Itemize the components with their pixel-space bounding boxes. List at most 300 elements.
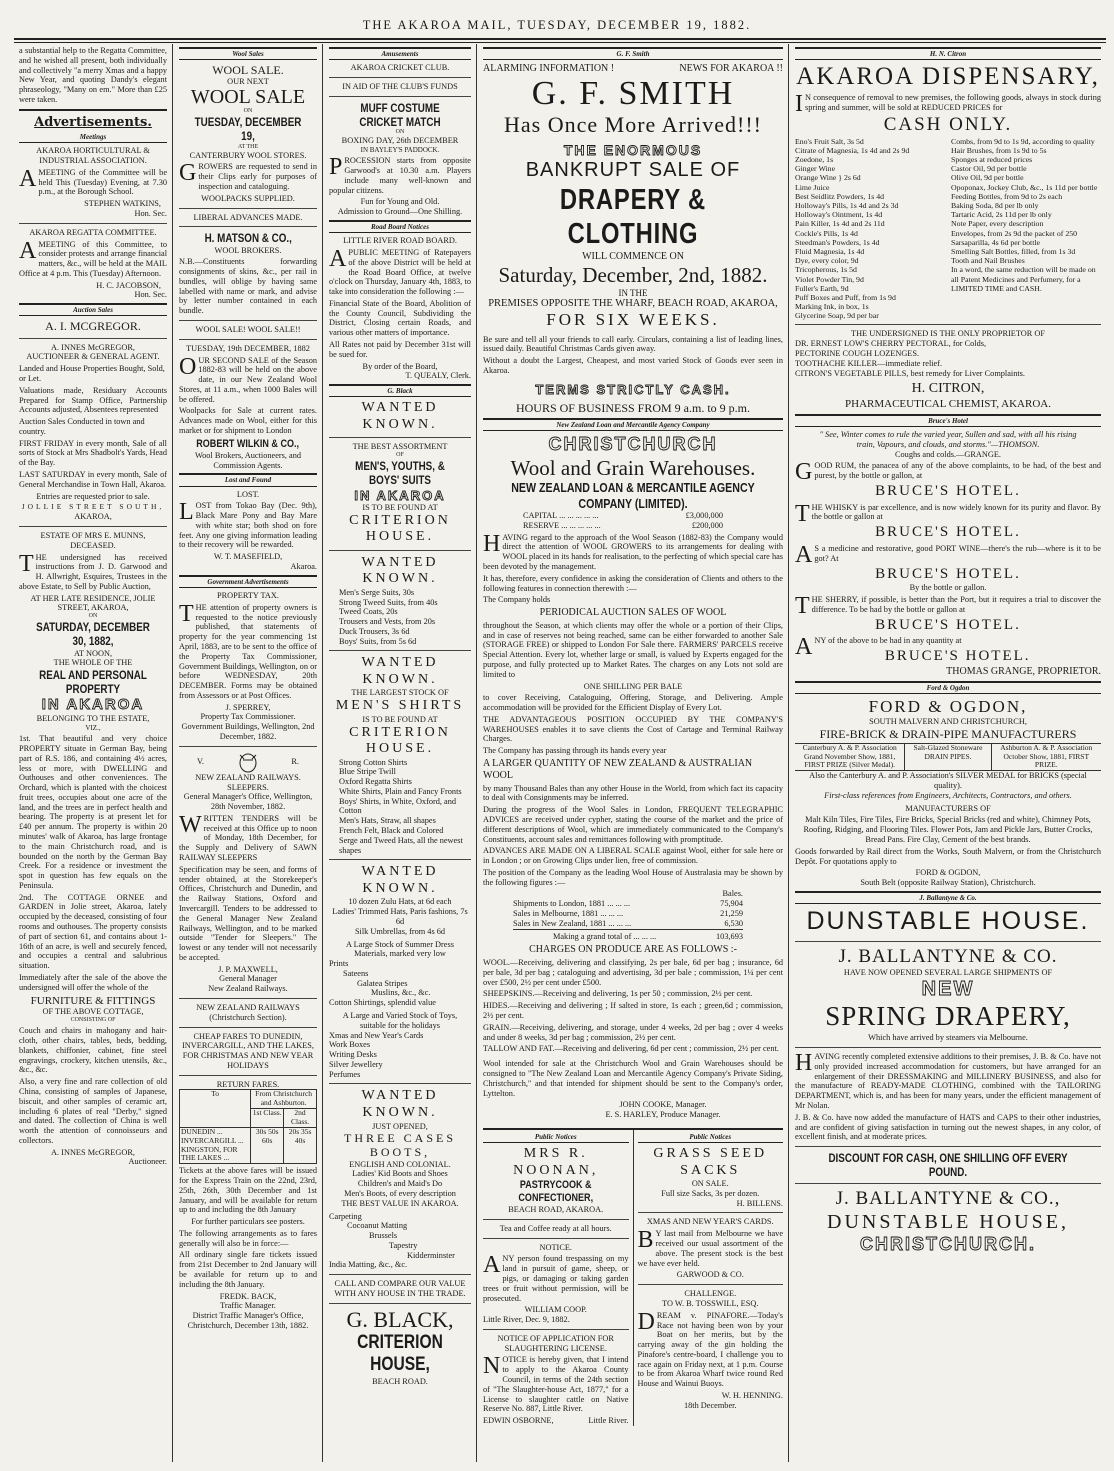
divider: [795, 941, 1101, 942]
list-item: Puff Boxes and Puff, from 1s 9d: [795, 292, 896, 302]
coop-signature: WILLIAM COOP.: [524, 1305, 587, 1315]
charge-hides: HIDES.—Receiving and delivering ; If salted in store, 1s each ; green,6d ; commission, 2½ per cent.: [483, 1001, 783, 1021]
osborne-signature: EDWIN OSBORNE,: [483, 1416, 554, 1426]
row-label: Sales in Melbourne, 1881 ... ... ...: [513, 909, 624, 918]
munns-whole: THE WHOLE OF THE: [53, 658, 133, 668]
hort-body: AMEETING of the Committee will be held This (Tuesday) Evening, at 7.30 p.m., at the Borough School.: [19, 165, 167, 197]
munns-at: AT HER LATE RESIDENCE, JOLIE STREET, AKAROA,: [30, 593, 156, 613]
just-opened: JUST OPENED,: [372, 1121, 428, 1131]
sale-date: TUESDAY, DECEMBER 19,: [194, 115, 302, 144]
lost-body: LOST from Tokao Bay (Dec. 9th), Black Mare Pony and Bay Mare with white star; both shod on fore feet. Any one giving information leading to their recovery will be rewarded.: [179, 499, 317, 550]
tax-role: Property Tax Commissioner.: [200, 712, 296, 722]
list-item: Olive Oil, 9d per bottle: [951, 173, 1024, 183]
enormous: THE ENORMOUS: [563, 142, 703, 159]
section-label-black: G. Black: [329, 384, 471, 397]
by-bottle: By the bottle or gallon.: [909, 583, 987, 593]
mcgregor-title: AUCTIONEER & GENERAL AGENT.: [26, 352, 160, 362]
tax-signature: J. SPERREY,: [225, 702, 271, 712]
munns-cottage: OF THE ABOVE COTTAGE,: [42, 1007, 144, 1017]
english-colonial: ENGLISH AND COLONIAL.: [349, 1159, 451, 1169]
charge-sheepskins: SHEEPSKINS.—Receiving and delivering, 1s per 50 ; commission, 2½ per cent.: [483, 989, 753, 999]
be-sure: Be sure and tell all your friends to call early. Circulars, containing a list of leading lines, issued daily. Beautiful Christmas Cards given away.: [483, 334, 783, 354]
munns-date: SATURDAY, DECEMBER 30, 1882,: [36, 620, 150, 649]
christchurch-2: CHRISTCHURCH.: [860, 1234, 1036, 1255]
xmas-cards-title: XMAS AND NEW YEAR'S CARDS.: [646, 1217, 774, 1227]
on-sale: ON SALE.: [691, 1179, 729, 1189]
list-item: Tweed Coats, 20s: [339, 607, 398, 617]
ballantyne-name: J. BALLANTYNE & CO.: [838, 945, 1058, 967]
divider: [179, 226, 317, 227]
tickets-text: Tickets at the above fares will be issued for the Express Train on the 22nd, 23rd, 25th, 26th, 30th December and 1st January, and will be available for return up to and including the 8th January: [179, 1166, 317, 1215]
nzlmac-name: NEW ZEALAND LOAN & MERCANTILE AGENCY COMPANY (LIMITED).: [511, 480, 755, 511]
charge-tallow: TALLOW AND FAT.—Receiving and delivering, 6d per cent ; commission, 2½ per cent.: [483, 1044, 779, 1054]
wanted-known-1: WANTED KNOWN.: [361, 400, 439, 432]
sherry: THE SHERRY, if possible, is better than the Port, but it requires a trial to discover the difference. To be had by the bottle or gallon at: [795, 592, 1101, 619]
cooke-signature: JOHN COOKE, Manager.: [619, 1100, 707, 1110]
without-doubt: Without a doubt the Largest, Cheapest, and most varied Stock of Goods ever seen in Akaroa.: [483, 356, 783, 375]
maxwell-signature: J. P. MAXWELL,: [218, 964, 278, 974]
mcgregor-address: JOLLIE STREET SOUTH,: [21, 502, 165, 512]
wanted-known-2: WANTED KNOWN.: [361, 554, 439, 587]
list-item: Serge and Tweed Hats, all the newest shapes: [339, 835, 463, 855]
having-completed: HAVING recently completed extensive additions to their premises, J. B. & Co. have not only provided increased accommodation for customers, but have arranged for an enlargement of their DRESSMAKING and MILLINERY BUSINESS, and also for the manufacture of READY-MADE CLOTHING, combined with the TAILORING DEPARTMENT, which is, and has been for many years, under the efficient management of Mr Nolan.: [795, 1050, 1101, 1110]
smith-top-row: [483, 63, 783, 75]
shipments-table: [483, 899, 783, 941]
royal-initial-v: V.: [197, 756, 204, 766]
having-regard: HAVING regard to the approach of the Wool Season (1882-83) the Company would direct the attention of WOOL GROWERS to its arrangements for dealing with WOOL placed in its hands for realisation, to the perfecting of which special care has been devoted by the management.: [483, 530, 783, 571]
column-rule: [476, 44, 477, 1462]
row-value: 6,530: [724, 918, 743, 928]
shirt-list: [329, 758, 471, 856]
christchurch: CHRISTCHURCH: [548, 434, 718, 455]
cricket-club: AKAROA CRICKET CLUB.: [350, 63, 450, 73]
column-1: [14, 44, 172, 1462]
proprietor-line: THE UNDERSIGNED IS THE ONLY PROPRIETOR OF: [851, 329, 1045, 339]
citron-pills: CITRON'S VEGETABLE PILLS, best remedy for Liver Complaints.: [795, 368, 1025, 378]
coop-address: Little River, Dec. 9, 1882.: [483, 1315, 570, 1325]
club-funds: IN AID OF THE CLUB'S FUNDS: [342, 82, 458, 92]
fun-text: Fun for Young and Old.: [360, 197, 440, 207]
bruces-hotel: BRUCE'S HOTEL.: [875, 483, 1021, 500]
divider: [638, 1284, 784, 1285]
munns-list: Couch and chairs in mahogany and hair-cloth, other chairs, tables, beds, bedding, blankets, chiffonier, cabinet, fine steel engravings, crockery, kitchen utensils, &c., &c., &c.: [19, 1026, 167, 1075]
any-above: ANY of the above to be had in any quantity at: [795, 634, 962, 661]
price-list-left: [795, 137, 945, 321]
children-boots: Children's and Maid's Do: [357, 1179, 443, 1189]
pharmaceutical-chemist: PHARMACEUTICAL CHEMIST, AKAROA.: [845, 397, 1051, 410]
reserve-label: RESERVE ... ... ... ... ...: [523, 520, 601, 530]
public-meeting: APUBLIC MEETING of Ratepayers of the above District will be held at the Road Board Office, at twelve o'clock on Thursday, January 4th, 1883, to take into consideration the following :—: [329, 245, 471, 297]
tax-address: Government Buildings, Wellington, 2nd December, 1882.: [181, 722, 315, 741]
section-label-ballantyne: J. Ballantyne & Co.: [795, 891, 1101, 904]
advantageous: THE ADVANTAGEOUS POSITION OCCUPIED BY THE COMPANY'S WAREHOUSES enables it to save clients the Cost of Cartage and Terminal Railway Charges.: [483, 714, 783, 744]
total-row: [513, 932, 743, 942]
rates-text: All Rates not paid by December 31st will be sued for.: [329, 339, 471, 359]
section-label-lost: Lost and Found: [179, 473, 317, 486]
list-item: Sarsaparilla, 4s 6d per bottle: [951, 237, 1040, 247]
regatta-title: AKAROA REGATTA COMMITTEE.: [29, 227, 157, 237]
charge-wool: WOOL.—Receiving, delivering and classifying, 2s per bale, 6d per bag ; insurance, 6d per bale, 3d per bag ; cataloguing and advertising, 3d per bale ; commission, 1¼ per cent over £500, 2½ per cent under £500.: [483, 958, 783, 987]
property-tax-title: PROPERTY TAX.: [217, 591, 279, 601]
hort-title: AKAROA HORTICULTURAL & INDUSTRIAL ASSOCIATION.: [36, 146, 150, 166]
consequence: IN consequence of removal to new premises, the following goods, always in stock during spring and summer, will be sold at REDUCED PRICES for: [795, 90, 1101, 117]
by-last-mail: BY last mail from Melbourne we have received our usual assortment of the above. The present stock is the best we have ever held.: [637, 1227, 783, 1268]
found-at: IS TO BE FOUND AT: [362, 502, 438, 512]
table-row: [513, 919, 743, 930]
grange-proprietor: THOMAS GRANGE, PROPRIETOR.: [946, 665, 1101, 677]
good-rum: GOOD RUM, the panacea of any of the above complaints, to be had, of the best and purest, by the bottle or gallon, at: [795, 459, 1101, 486]
list-item: Cotton Shirtings, splendid value: [329, 998, 436, 1008]
one-shilling: ONE SHILLING PER BALE: [583, 681, 683, 691]
back-signature: FREDK. BACK,: [219, 1291, 277, 1301]
list-item: Men's Serge Suits, 30s: [339, 587, 415, 597]
once-more-arrived: Has Once More Arrived!!!: [504, 112, 762, 138]
wanted-known-4: WANTED KNOWN.: [361, 864, 439, 896]
list-item: Blue Stripe Twill: [339, 767, 396, 777]
divider: [329, 650, 471, 651]
list-item: Opoponax, Jockey Club, &c., 1s 11d per bottle: [951, 182, 1098, 192]
list-item: Cocoanut Matting: [347, 1221, 408, 1231]
hort-role: Hon. Sec.: [134, 208, 167, 218]
divider: [329, 437, 471, 438]
mcgregor-line: Entries are requested prior to sale.: [36, 491, 150, 501]
dream-pinafore: DREAM v. PINAFORE.—Today's Race not having been won by your Boat on her merits, but by the carrying away of the gin holding the Pinafore's centre-board, I challenge you to race again on Friday next, at 1 p.m. Course to be from Akaroa Wharf twice round Red House and Wainui Buoys.: [637, 1308, 783, 1389]
divider: [329, 1083, 471, 1084]
mcgregor-town: AKAROA,: [74, 512, 112, 522]
dunstable-house: DUNSTABLE HOUSE.: [806, 907, 1090, 936]
products: Malt Kiln Tiles, Fire Tiles, Fire Bricks, Special Bricks (red and white), Chimney Pots, Roofing, Ridging, and Flooring Tiles. Flower Pots, Jam and Pickle Jars, Butter Crocks, Bread Pans. Fire Clay, Cement of the best brands.: [803, 815, 1093, 844]
divider: [483, 1219, 629, 1220]
list-item: Violet Powder Tin, 9d: [795, 274, 864, 284]
divider: [179, 208, 317, 209]
royal-initial-r: R.: [291, 756, 299, 766]
column-4: [478, 44, 788, 1462]
list-item: French Felt, Black and Colored: [339, 826, 444, 836]
fares-second-values: 20s 35s 40s: [288, 1126, 312, 1145]
munns-noon: AT NOON,: [73, 648, 113, 658]
terms-cash: TERMS STRICTLY CASH.: [535, 381, 731, 397]
posters-text: For further particulars see posters.: [191, 1217, 305, 1227]
canterbury-wool-stores: CANTERBURY WOOL STORES.: [189, 150, 307, 160]
list-item: Feeding Bottles, from 9d to 2s each: [951, 191, 1063, 201]
munns-signature: A. INNES McGREGOR,: [51, 1147, 135, 1157]
list-item: Marking Ink, in box, 1s: [795, 302, 869, 312]
list-item: Steedman's Powders, 1s 4d: [795, 237, 880, 247]
muff-match: MUFF COSTUME CRICKET MATCH: [359, 100, 441, 129]
slaughter-body: NOTICE is hereby given, that I intend to apply to the Akaroa County Council, in terms of the 24th section of "The Slaughter-house Act, 1877," for a License to slaughter cattle on Native Reserve No. 887, Little River.: [483, 1353, 629, 1414]
paddock: IN BAYLEY'S PADDOCK.: [360, 145, 440, 154]
quealy-signature: T. QUEALY, Clerk.: [405, 371, 471, 381]
list-item: Citrate of Magnesia, 1s 4d and 2s 9d: [795, 145, 910, 155]
intended: Wool intended for sale at the Christchurch Wool and Grain Warehouses should be consigned to "The New Zealand Loan and Mercantile Agency Company's Private Siding, Christchurch," and that intended for shipment should be sent to the Company's order, Lyttelton.: [483, 1059, 783, 1098]
price-list-right: [951, 137, 1101, 321]
fares-second-header: 2nd Class.: [290, 1108, 310, 1126]
discount-cash: DISCOUNT FOR CASH, ONE SHILLING OFF EVERY POUND.: [828, 1151, 1068, 1180]
admission-text: Admission to Ground—One Shilling.: [337, 207, 463, 217]
munns-town: IN AKAROA: [41, 696, 145, 714]
public-notices-right: [634, 1130, 784, 1426]
osborne-row: [483, 1416, 629, 1426]
advertisements-heading: Advertisements.: [34, 114, 152, 130]
masthead-rule: [14, 38, 1106, 43]
prize-table: [795, 743, 1101, 772]
regatta-report-tail: a substantial help to the Regatta Committee, and he wished all present, both individually and collectively "a merry Xmas and a happy New Year, and quoting Dandy's elegant phraseology, "Many on em." More than £25 were taken.: [19, 46, 167, 104]
matson-role: WOOL BROKERS.: [214, 245, 282, 255]
regatta-role: Hon. Sec.: [134, 290, 167, 300]
list-item: Tooth and Nail Brushes: [951, 256, 1025, 266]
divider: [795, 324, 1101, 325]
list-item: Tapestry: [389, 1240, 418, 1250]
list-item: Dye, every color, 9d: [795, 256, 859, 266]
mcgregor-heading: A. I. MCGREGOR.: [45, 319, 141, 334]
maxwell-railways: New Zealand Railways.: [208, 984, 288, 994]
section-label-bruce: Bruce's Hotel: [795, 414, 1101, 427]
section-label-wool: Wool Sales: [179, 47, 317, 60]
list-item: Boys' Suits, from 5s 6d: [339, 636, 417, 646]
cheap-fares: CHEAP FARES TO DUNEDIN, INVERCARGILL, AND THE LAKES, FOR CHRISTMAS AND NEW YEAR HOLIDAYS: [182, 1031, 314, 1070]
munns-on: ON: [88, 613, 98, 620]
south-belt: South Belt (opposite Railway Station), Christchurch.: [860, 878, 1036, 888]
column-2: [174, 44, 322, 1462]
news-akaroa: NEWS FOR AKAROA !!: [679, 63, 783, 75]
noonan-address: BEACH ROAD, AKAROA.: [508, 1205, 604, 1215]
list-item: Pain Killer, 1s 4d and 2s 11d: [795, 219, 885, 229]
list-item: Holloway's Ointment, 1s 4d: [795, 210, 883, 220]
hats-caps: J. B. & Co. have now added the manufacture of HATS and CAPS to their other industries, and are confident of giving satisfaction in turning out the newest shapes, in any color, of excellent finish, and at moderate prices.: [795, 1112, 1101, 1142]
list-item: Galatea Stripes: [357, 978, 408, 988]
section-label-meetings: Meetings: [19, 132, 167, 143]
hort-signature: STEPHEN WATKINS,: [84, 199, 161, 209]
best-value: THE BEST VALUE IN AKAROA.: [341, 1198, 459, 1208]
list-item: Combs, from 9d to 1s 9d, according to quality: [951, 136, 1095, 146]
osborne-place: Little River.: [588, 1416, 629, 1426]
fares-first-values: 30s 50s 60s: [251, 1127, 284, 1163]
lost-title: LOST.: [236, 489, 260, 499]
munns-property: REAL AND PERSONAL PROPERTY: [39, 668, 147, 697]
premises: PREMISES OPPOSITE THE WHARF, BEACH ROAD, AKAROA,: [488, 298, 778, 310]
section-label-citron: H. N. Citron: [795, 47, 1101, 60]
specification: Specification may be seen, and forms of tender obtained, at the Storekeeper's Offices, Christchurch and Dunedin, and the Railway Stations, Oxford and Invercargill. Tenders to be addressed to the General Manager New Zealand Railways, Wellington, and to be marked outside "Tender for Sleepers." The lowest or any tender will not necessarily be accepted.: [179, 864, 317, 962]
akaroa-dispensary: AKAROA DISPENSARY,: [796, 63, 1100, 91]
section-label-amusements: Amusements: [329, 47, 471, 60]
divider: [19, 338, 167, 339]
section-label-auction: Auction Sales: [19, 303, 167, 316]
south-malvern: SOUTH MALVERN AND CHRISTCHURCH,: [869, 716, 1027, 726]
return-fares: RETURN FARES.: [216, 1079, 280, 1089]
column-rule: [788, 44, 789, 1462]
column-rule: [322, 44, 323, 1462]
beach-road: BEACH ROAD.: [372, 1376, 428, 1386]
order-text: By order of the Board,: [362, 361, 438, 371]
new-label: NEW: [921, 977, 975, 1000]
charge-grain: GRAIN.—Receiving, delivering, and storage, under 4 weeks, 2d per bag ; over 4 weeks and under 8 weeks, 3d per bag ; commission, 2½ per cent.: [483, 1022, 783, 1042]
list-item: Strong Tweed Suits, from 40s: [339, 597, 438, 607]
divider: [329, 1303, 471, 1304]
list-item: Eno's Fruit Salt, 3s 5d: [795, 136, 864, 146]
noonan-name: MRS R. NOONAN,: [513, 1146, 599, 1178]
row-label: Sales in New Zealand, 1881 ... ... ...: [513, 918, 632, 928]
spring-drapery: SPRING DRAPERY,: [825, 1001, 1071, 1032]
references: First-class references from Engineers, Architects, Contractors, and others.: [824, 790, 1072, 800]
column-rule: [172, 44, 173, 1462]
firebrick: FIRE-BRICK & DRAIN-PIPE MANUFACTURERS: [819, 726, 1077, 741]
public-notices-left: [483, 1130, 634, 1426]
saturday-date: Saturday, December, 2nd, 1882.: [498, 262, 768, 287]
have-opened: HAVE NOW OPENED SEVERAL LARGE SHIPMENTS OF: [843, 968, 1053, 978]
kid-boots: Ladies' Kid Boots and Shoes: [352, 1169, 448, 1179]
tosswill: TO W. B. TOSSWILL, ESQ.: [662, 1298, 759, 1308]
ford-ogdon: FORD & OGDON,: [868, 696, 1028, 716]
harley-signature: E. S. HARLEY, Produce Manager.: [605, 1110, 721, 1120]
column-5: [790, 44, 1106, 1462]
regatta-body: AMEETING of this Committee, to consider protests and arrange financial matters, &c., will be held at the MAIL Office at 4 p.m. This (Tuesday) Afternoon.: [19, 237, 167, 278]
matson-name: H. MATSON & CO.,: [204, 231, 292, 246]
list-item: Castor Oil, 9d per bottle: [951, 164, 1027, 174]
reserve-row: [483, 521, 783, 531]
company-holds: The Company holds: [483, 595, 551, 605]
wilkin-role: Wool Brokers, Auctioneers, and Commission Agents.: [194, 450, 302, 470]
list-item: India Matting, &c., &c.: [329, 1260, 408, 1270]
back-address: District Traffic Manager's Office, Christchurch, December 13th, 1882.: [187, 1311, 309, 1330]
list-item: Sponges at reduced prices: [951, 155, 1033, 165]
masthead: THE AKAROA MAIL, TUESDAY, DECEMBER 19, 1882.: [362, 18, 752, 32]
munns-also: Also, a very fine and rare collection of old China, consisting of samples of Japanese, biscuit, and other samples of ceramic art, including 6 plates of real "Derby," signed and dated. The collection of China is well worth the attention of connoisseurs and collectors.: [19, 1077, 167, 1145]
six-weeks: FOR SIX WEEKS.: [546, 310, 720, 330]
henning-signature: W. H. HENNING.: [721, 1390, 783, 1400]
reserve-value: £200,000: [691, 520, 723, 530]
list-item: Cockle's Pills, 1s 4d: [795, 228, 858, 238]
list-item: Zoedone, 1s: [795, 155, 834, 165]
silk-umbrellas: Silk Umbrellas, from 4s 6d: [354, 926, 446, 936]
challenge-title: CHALLENGE.: [684, 1289, 737, 1299]
list-item: Oxford Regatta Shirts: [339, 777, 412, 787]
divider: [795, 1146, 1101, 1147]
our-next: OUR NEXT: [227, 77, 269, 87]
divider: [179, 746, 317, 747]
list-item: White Shirts, Plain and Fancy Fronts: [339, 786, 462, 796]
list-item: Prints: [329, 959, 349, 969]
wool-sale-title: WOOL SALE.: [212, 63, 284, 78]
section-label-public-notices: Public Notices: [638, 1132, 784, 1143]
mcgregor-name: A. INNES McGREGOR,: [51, 342, 135, 352]
trespass-notice: ANY person found trespassing on my land in pursuit of game, sheep, or pigs, or damaging or taking garden trees or fruit without permission, will be prosecuted.: [483, 1252, 629, 1303]
section-label-road-board: Road Board Notices: [329, 220, 471, 233]
bruces-hotel: BRUCE'S HOTEL.: [875, 524, 1021, 541]
list-item: Note Paper, every description: [951, 219, 1044, 229]
matson-nb: N.B.—Constituents forwarding consignments of skins, &c., per rail in bundles, will oblige by having same labelled with name or mark, and advise by letter number contained in each bundle.: [179, 257, 317, 316]
charges-heading: CHARGES ON PRODUCE ARE AS FOLLOWS :-: [529, 944, 737, 956]
list-item: Hair Brushes, from 1s 9d to 5s: [951, 145, 1047, 155]
during-progress: During the progress of the Wool Sales in London, FREQUENT TELEGRAPHIC ADVICES are received under cypher, stating the course of the market and the price of different descriptions of Wool, which are immediately communicated to the Company's Constituents, account sales and remittances following with promptitude.: [483, 805, 783, 844]
by-many: by many Thousand Bales than any other House in the World, from which fact its capacity to deal with Consignments may be inferred.: [483, 783, 783, 803]
slaughter-title: NOTICE OF APPLICATION FOR SLAUGHTERING LICENSE.: [497, 1333, 614, 1353]
total-label: Making a grand total of ... ... ...: [553, 931, 657, 941]
ford-signature: FORD & OGDON,: [915, 868, 981, 878]
lost-place: Akaroa.: [290, 562, 317, 572]
list-item: In a word, the same reduction will be made on all Patent Medicines and Perfumery, for a LIMITED TIME and CASH.: [951, 265, 1096, 293]
column-3: [324, 44, 476, 1462]
goods-forwarded: Goods forwarded by Rail direct from the Works, South Malvern, or from the Christchurch Depôt. For quotations apply to: [795, 846, 1101, 866]
tuesday-date: TUESDAY, 19th DECEMBER, 1882: [186, 343, 310, 353]
in-akaroa: IN AKAROA: [354, 487, 446, 503]
sleepers-title: SLEEPERS.: [227, 782, 269, 792]
h-citron: H. CITRON,: [911, 381, 985, 397]
procession: PROCESSION starts from opposite Garwood's at 10.30 a.m. Players include many well-known and popular citizens.: [329, 154, 471, 195]
list-item: Envelopes, from 2s 9d the packet of 250: [951, 228, 1078, 238]
found-at-2: IS TO BE FOUND AT: [362, 714, 438, 724]
fares-to-header: To: [180, 1090, 251, 1127]
winter-poem: " See, Winter comes to rule the varied year, Sullen and sad, with all his rising train, Vapours, and clouds, and storms."—THOMSON.: [819, 430, 1077, 449]
price-lists: [795, 137, 1101, 321]
position: The position of the Company as the leading Wool House of Australasia may be shown by the following figures :—: [483, 867, 783, 887]
gm-office: General Manager's Office, Wellington, 28th November, 1882.: [183, 792, 313, 812]
mcgregor-line: Auction Sales Conducted in town and country.: [19, 417, 145, 436]
munns-body: THE undersigned has received instructions from J. D. Garwood and H. Allwright, Esquires, Trustees in the above Estate, to Sell by Public Auction,: [19, 550, 167, 591]
divider: [329, 96, 471, 97]
section-label-smith: G. F. Smith: [483, 47, 783, 60]
list-item: Work Boxes: [329, 1040, 371, 1050]
divider: [19, 526, 167, 527]
divider: [179, 1075, 317, 1076]
list-item: Tartaric Acid, 2s 11d per lb only: [951, 210, 1052, 220]
nzr-title: NEW ZEALAND RAILWAYS.: [195, 772, 301, 782]
liberal-advances: LIBERAL ADVANCES MADE.: [193, 212, 303, 222]
list-item: Strong Cotton Shirts: [339, 757, 408, 767]
mcgregor-line: Valuations made, Residuary Accounts Prepared for Stamp Office, Partnership Accounts adjusted, Absentees represented: [19, 385, 167, 415]
capital-row: [483, 511, 783, 521]
list-item: Smelling Salt Bottles, filled, from 1s 3d: [951, 246, 1076, 256]
regatta-signature: H. C. JACOBSON,: [96, 280, 161, 290]
woolpacks-rates: Woolpacks for Sale at current rates. Advances made on Wool, either for this market or for shipment to London: [179, 406, 317, 435]
nzr2-title: NEW ZEALAND RAILWAYS: [196, 1002, 300, 1012]
woolpacks-supplied: WOOLPACKS SUPPLIED.: [201, 193, 295, 203]
royal-arms-row: [179, 751, 317, 773]
at-the-label: AT THE: [237, 143, 259, 150]
drapery-clothing: DRAPERY & CLOTHING: [559, 183, 707, 250]
to-cover: to cover Receiving, Cataloguing, Offering, Storage, and Delivering. Ample accommodation will be provided for the Efficient Display of Every Lot.: [483, 693, 783, 713]
fares-destinations: DUNEDIN ... INVERCARGILL ... KINGSTON, FOR THE LAKES ...: [180, 1127, 251, 1163]
suits-heading: MEN'S, YOUTHS, & BOYS' SUITS: [355, 459, 445, 488]
divider: [179, 1027, 317, 1028]
divider: [329, 1274, 471, 1275]
section-title: (Christchurch Section).: [209, 1012, 287, 1022]
list-item: Fuller's Earth, 9d: [795, 283, 849, 293]
list-item: Brussels: [369, 1231, 398, 1241]
total-value: 103,693: [716, 931, 743, 941]
whisky: THE WHISKY is par excellence, and is now widely known for its purity and flavor. By the bottle or gallon at: [795, 500, 1101, 527]
prize-cell: Canterbury A. & P. Association Grand November Show, 1881, FIRST PRIZE (Silver Medal).: [795, 744, 905, 771]
zulu-hats: 10 dozen Zulu Hats, at 6d each: [348, 897, 452, 907]
munns-lot-1: 1st. That beautiful and very choice PROPERTY situate in German Bay, being part of R.S. 186, and containing 4½ acres, less or more, with DWELLING and Outhouses and other conveniences. The Orchard, which is planted with the choicest fruit trees, occupies about one acre of the land, and the trees are in perfect health and bearing. The property is at present let for £40 per annum. The property is within 20 minutes' walk of Akaroa, has large frontage to the main Christchurch road, and is bounded on the north by the German Bay Creek. For a residence or investment the spot in question has few equals on the Peninsula.: [19, 734, 167, 890]
call-compare: CALL AND COMPARE OUR VALUE WITH ANY HOUSE IN THE TRADE.: [334, 1279, 466, 1298]
table-row: [513, 899, 743, 909]
wool-grain-warehouses: Wool and Grain Warehouses.: [510, 455, 756, 480]
three-cases: THREE CASES BOOTS,: [343, 1131, 456, 1160]
list-item: Baking Soda, 8d per lb only: [951, 201, 1039, 211]
row-label: Shipments to London, 1881 ... ... ...: [513, 899, 631, 909]
written-tenders: WRITTEN TENDERS will be received at this Office up to noon of Monday, 18th December, for the Supply and Delivery of SAWN RAILWAY SLEEPERS: [179, 811, 317, 863]
will-commence: WILL COMMENCE ON: [582, 250, 684, 262]
growers-text: GROWERS are requested to send in their Clips early for purposes of inspection and cataloguing.: [179, 160, 317, 191]
mcgregor-line: FIRST FRIDAY in every month, Sale of all sorts of Stock at Mrs Shadbolt's Yards, Head of the Bay.: [19, 438, 167, 468]
toys: A Large and Varied Stock of Toys, suitable for the holidays: [342, 1011, 458, 1030]
divider: [19, 109, 167, 111]
manufacturers-of: MANUFACTURERS OF: [905, 803, 991, 813]
maxwell-role: General Manager: [219, 974, 277, 984]
dunstable-house-2: DUNSTABLE HOUSE,: [827, 1210, 1069, 1233]
list-item: Holloway's Pills, 1s 4d and 2s 3d: [795, 201, 899, 211]
tea-coffee: Tea and Coffee ready at all hours.: [499, 1223, 612, 1233]
